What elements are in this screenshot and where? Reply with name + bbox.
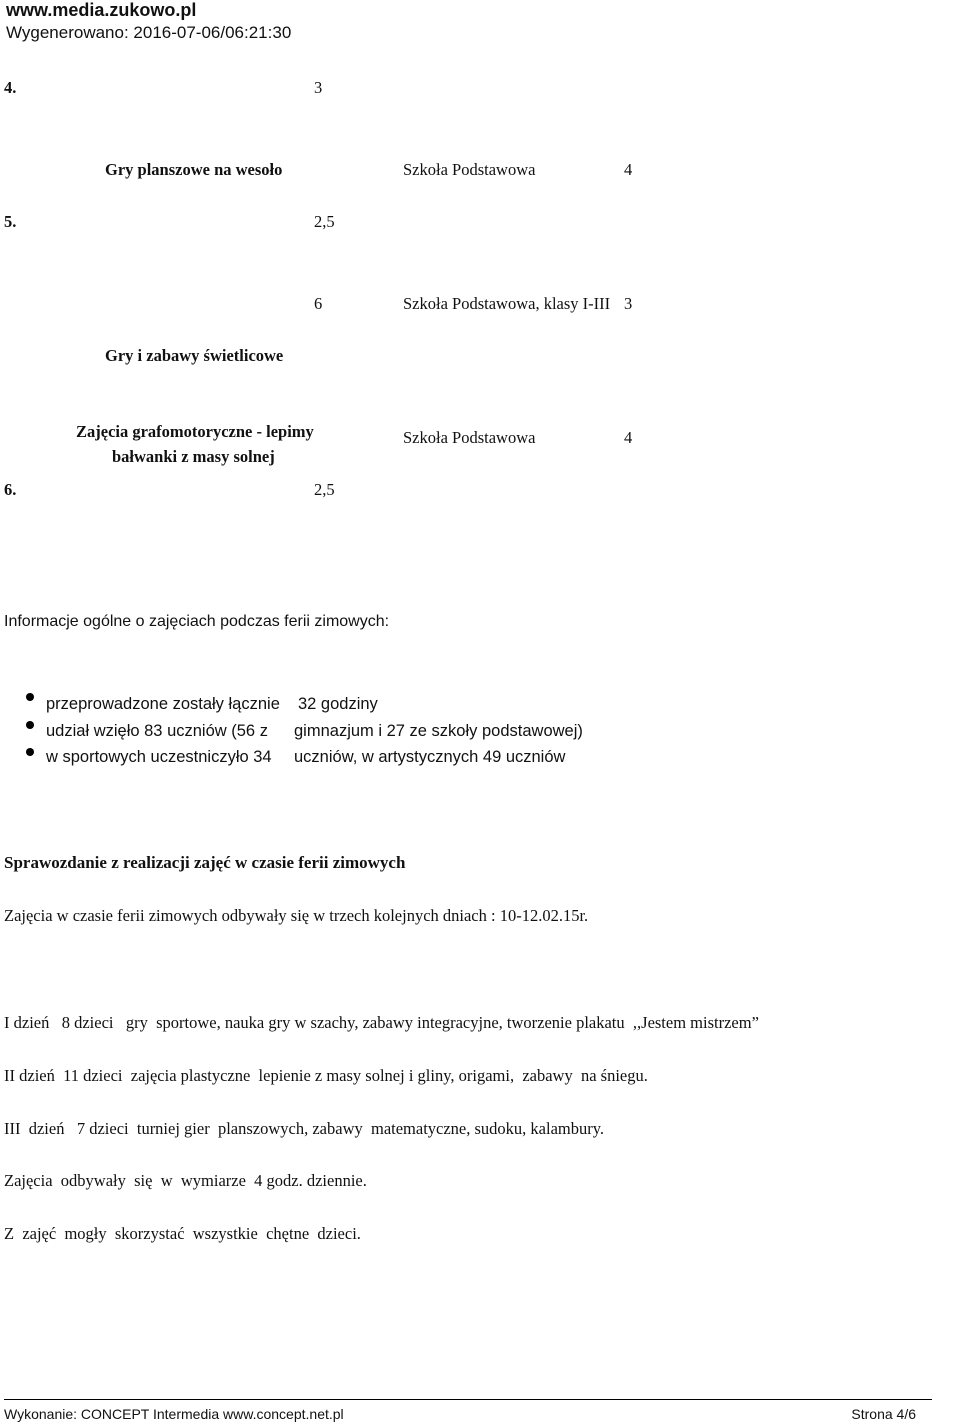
bullet-icon xyxy=(26,721,34,729)
group-count: 3 xyxy=(624,294,633,313)
activity-count: 4 xyxy=(624,428,633,447)
bullet-1-left: przeprowadzone zostały łącznie xyxy=(46,695,280,713)
row-6-hours: 2,5 xyxy=(314,480,335,499)
activity-school: Szkoła Podstawowa xyxy=(403,428,536,447)
footer-credit[interactable]: Wykonanie: CONCEPT Intermedia www.concept.net.pl xyxy=(4,1406,344,1422)
bullet-2-left: udział wzięło 83 uczniów (56 z xyxy=(46,722,268,740)
activity-school: Szkoła Podstawowa xyxy=(403,160,536,179)
report-intro: Zajęcia w czasie ferii zimowych odbywały się w trzech kolejnych dniach : 10-12.02.15r. xyxy=(4,906,589,925)
activity-name-graphomotor-line1: Zajęcia grafomotoryczne - lepimy xyxy=(76,422,314,441)
report-hours: Zajęcia odbywały się w wymiarze 4 godz. dziennie. xyxy=(4,1171,367,1190)
site-url[interactable]: www.media.zukowo.pl xyxy=(6,0,197,20)
row-number-4: 4. xyxy=(4,78,17,97)
group-participants: 6 xyxy=(314,294,323,313)
bullet-1-right: 32 godziny xyxy=(298,695,378,713)
activity-name-graphomotor-line2: bałwanki z masy solnej xyxy=(112,447,275,466)
row-5-hours: 2,5 xyxy=(314,212,335,231)
bullet-3-right: uczniów, w artystycznych 49 uczniów xyxy=(294,748,566,766)
report-day-1: I dzień 8 dzieci gry sportowe, nauka gry w szachy, zabawy integracyjne, tworzenie plakatu ,,Jestem mistrzem” xyxy=(4,1013,759,1032)
report-day-2: II dzień 11 dzieci zajęcia plastyczne lepienie z masy solnej i gliny, origami, zabawy na śniegu. xyxy=(4,1066,648,1085)
activity-count: 4 xyxy=(624,160,633,179)
row-number-5: 5. xyxy=(4,212,17,231)
activity-name-board-games: Gry planszowe na wesoło xyxy=(105,160,283,179)
report-day-3: III dzień 7 dzieci turniej gier planszowych, zabawy matematyczne, sudoku, kalambury. xyxy=(4,1119,605,1138)
footer-divider xyxy=(4,1399,932,1400)
info-title: Informacje ogólne o zajęciach podczas ferii zimowych: xyxy=(4,613,390,630)
activity-name-common-room-games: Gry i zabawy świetlicowe xyxy=(105,346,284,365)
group-school: Szkoła Podstawowa, klasy I-III xyxy=(403,294,611,313)
generated-timestamp: Wygenerowano: 2016-07-06/06:21:30 xyxy=(6,23,292,42)
report-heading: Sprawozdanie z realizacji zajęć w czasie ferii zimowych xyxy=(4,853,406,872)
bullet-3-left: w sportowych uczestniczyło 34 xyxy=(46,748,272,766)
bullet-2-right: gimnazjum i 27 ze szkoły podstawowej) xyxy=(294,722,583,740)
bullet-icon xyxy=(26,693,34,701)
row-4-hours: 3 xyxy=(314,78,323,97)
row-number-6: 6. xyxy=(4,480,17,499)
page-number: Strona 4/6 xyxy=(851,1406,916,1422)
bullet-icon xyxy=(26,748,34,756)
report-availability: Z zajęć mogły skorzystać wszystkie chętne dzieci. xyxy=(4,1224,361,1243)
